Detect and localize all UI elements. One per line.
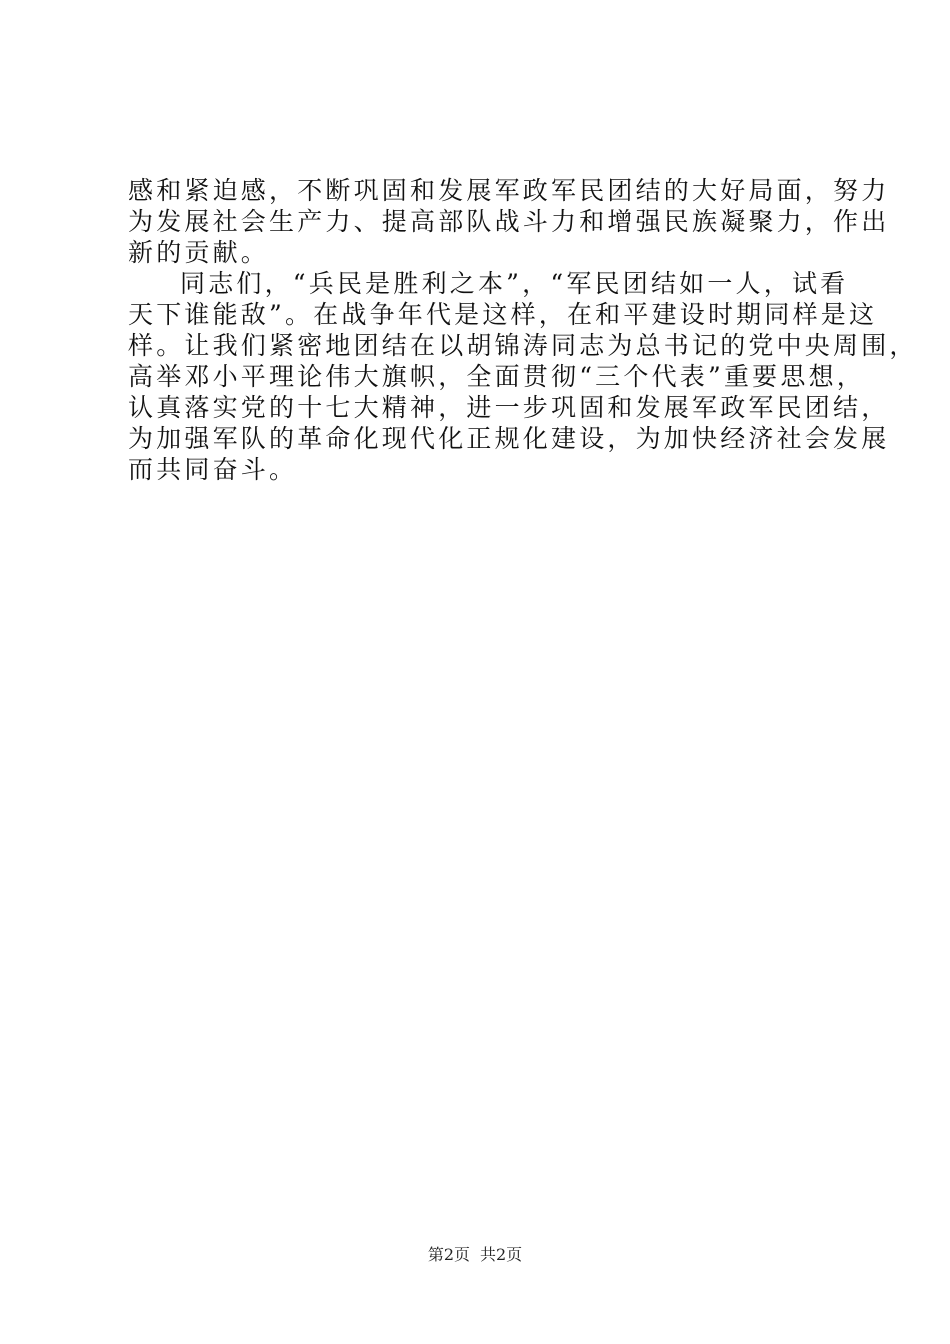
- text-line: 为发展社会生产力、提高部队战斗力和增强民族凝聚力，作出: [128, 207, 890, 236]
- text-line: 同志们，“兵民是胜利之本”，“军民团结如一人，试看: [180, 269, 849, 298]
- page-number-total: 共2页: [480, 1245, 523, 1264]
- paragraph-1: [128, 175, 890, 268]
- text-line: 而共同奋斗。: [128, 455, 298, 484]
- text-line: 为加强军队的革命化现代化正规化建设，为加快经济社会发展: [128, 424, 890, 453]
- body-text: [128, 175, 918, 485]
- text-line: 认真落实党的十七大精神，进一步巩固和发展军政军民团结，: [128, 393, 890, 422]
- text-line: 高举邓小平理论伟大旗帜，全面贯彻“三个代表”重要思想，: [128, 362, 865, 391]
- paragraph-2: [128, 268, 918, 485]
- page-number-current: 第2页: [427, 1245, 470, 1264]
- page-footer: [0, 1244, 950, 1266]
- text-line: 感和紧迫感，不断巩固和发展军政军民团结的大好局面，努力: [128, 176, 890, 205]
- text-line: 新的贡献。: [128, 238, 270, 267]
- text-line: 样。让我们紧密地团结在以胡锦涛同志为总书记的党中央周围，: [128, 331, 918, 360]
- text-line: 天下谁能敌”。在战争年代是这样，在和平建设时期同样是这: [128, 300, 878, 329]
